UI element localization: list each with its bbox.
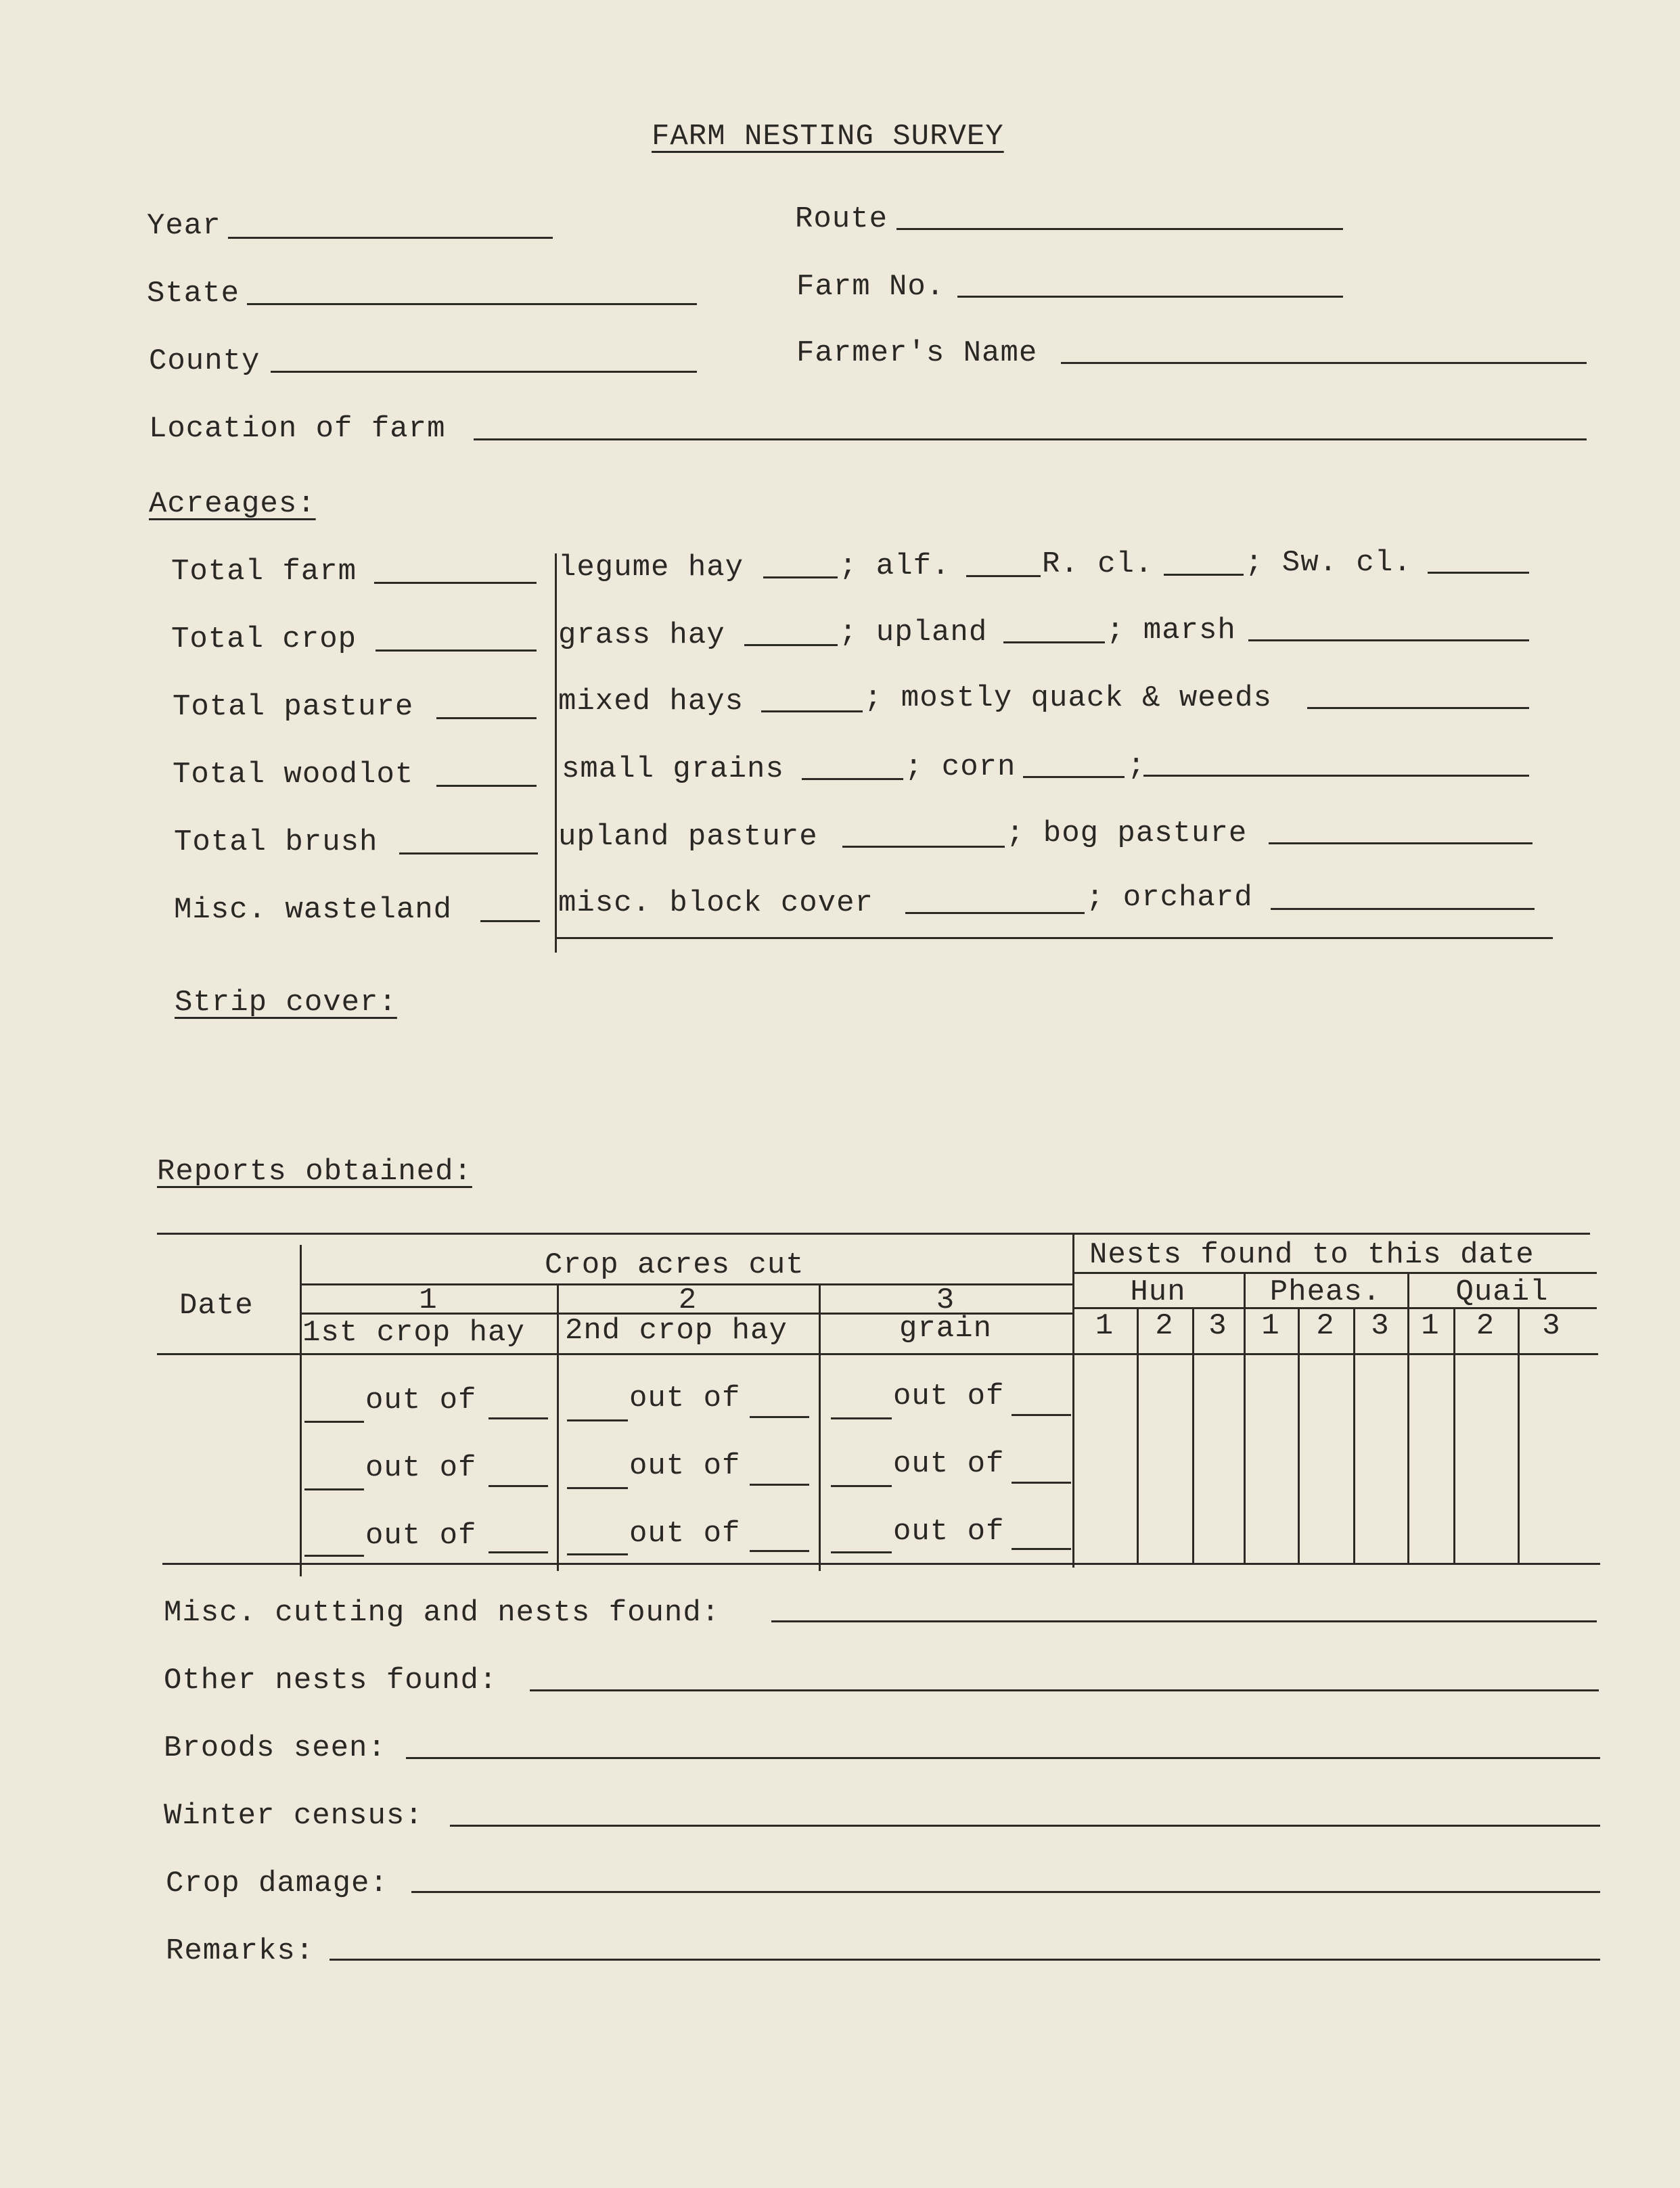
alf-label: ; alf.: [839, 549, 951, 583]
orchard-field[interactable]: [1271, 908, 1535, 910]
county-field[interactable]: [271, 371, 697, 373]
table-top-rule: [157, 1233, 1590, 1235]
farm-no-field[interactable]: [957, 296, 1343, 298]
mixed-hays-field[interactable]: [761, 710, 863, 712]
out-of-label: out of: [893, 1447, 1005, 1481]
total-farm-field[interactable]: [374, 582, 537, 584]
total-pasture-label: Total pasture: [173, 690, 414, 724]
bog-pasture-label: ; bog pasture: [1006, 817, 1248, 850]
location-label: Location of farm: [149, 412, 446, 446]
out-of-label: out of: [365, 1519, 477, 1553]
acreages-heading: Acreages:: [149, 487, 316, 521]
quack-weeds-field[interactable]: [1307, 707, 1529, 709]
total-pasture-field[interactable]: [436, 717, 537, 719]
quail-nest-3: 3: [1542, 1309, 1561, 1343]
quack-weeds-label: ; mostly quack & weeds: [864, 681, 1272, 715]
upland-pasture-label: upland pasture: [558, 820, 818, 854]
alf-field[interactable]: [966, 575, 1041, 577]
sw-cl-label: ; Sw. cl.: [1245, 546, 1412, 580]
small-grains-label: small grains: [562, 752, 784, 786]
strip-cover-heading: Strip cover:: [175, 986, 397, 1020]
r-cl-label: R. cl.: [1042, 547, 1154, 581]
out-of-label: out of: [629, 1517, 741, 1551]
crop-name-3: grain: [899, 1312, 993, 1346]
other-nests-label: Other nests found:: [164, 1664, 498, 1697]
nests-found-header: Nests found to this date: [1089, 1238, 1535, 1272]
corn-semicolon: ;: [1127, 749, 1146, 783]
total-acres-field[interactable]: [750, 1484, 809, 1486]
total-acres-field[interactable]: [1012, 1414, 1071, 1416]
broods-field[interactable]: [406, 1757, 1600, 1759]
total-acres-field[interactable]: [489, 1417, 548, 1419]
total-crop-field[interactable]: [376, 649, 537, 652]
page-title: FARM NESTING SURVEY: [652, 120, 1004, 154]
remarks-label: Remarks:: [166, 1934, 315, 1968]
crop-number-2: 2: [678, 1283, 698, 1317]
total-farm-label: Total farm: [171, 555, 357, 589]
misc-cutting-label: Misc. cutting and nests found:: [164, 1596, 721, 1630]
total-woodlot-field[interactable]: [436, 785, 537, 787]
crop-acres-cut-header: Crop acres cut: [545, 1248, 804, 1282]
quail-nest-2: 2: [1476, 1309, 1495, 1343]
farmer-name-field[interactable]: [1061, 362, 1587, 364]
table-bottom-rule: [162, 1563, 1600, 1565]
cut-acres-field[interactable]: [304, 1555, 364, 1557]
quail-nest-1: 1: [1421, 1309, 1440, 1343]
out-of-label: out of: [365, 1384, 477, 1417]
total-brush-label: Total brush: [174, 825, 378, 859]
cut-acres-field[interactable]: [567, 1487, 628, 1489]
year-label: Year: [147, 209, 221, 243]
broods-label: Broods seen:: [164, 1731, 386, 1765]
county-label: County: [149, 344, 260, 378]
winter-census-field[interactable]: [450, 1825, 1600, 1827]
small-grains-field[interactable]: [802, 778, 903, 780]
species-hun: Hun: [1130, 1275, 1186, 1309]
route-label: Route: [795, 202, 888, 236]
misc-wasteland-label: Misc. wasteland: [174, 893, 453, 927]
out-of-label: out of: [893, 1515, 1005, 1549]
r-cl-field[interactable]: [1164, 574, 1244, 576]
nest-col-divider: [1137, 1307, 1139, 1564]
reports-heading: Reports obtained:: [157, 1155, 472, 1189]
out-of-label: out of: [893, 1380, 1005, 1413]
nest-col-divider: [1192, 1307, 1194, 1564]
table-header-rule: [157, 1353, 1598, 1355]
nest-col-divider: [1453, 1307, 1455, 1564]
total-woodlot-label: Total woodlot: [173, 758, 414, 792]
total-brush-field[interactable]: [399, 852, 538, 854]
hun-nest-2: 2: [1155, 1309, 1174, 1343]
cut-acres-field[interactable]: [304, 1421, 364, 1423]
misc-block-label: misc. block cover: [558, 886, 873, 920]
pheas-nest-3: 3: [1371, 1309, 1390, 1343]
nest-col-divider: [1353, 1307, 1355, 1564]
farmer-name-label: Farmer's Name: [796, 336, 1038, 370]
marsh-label: ; marsh: [1106, 614, 1236, 647]
crop-number-3: 3: [936, 1283, 955, 1317]
mixed-hays-label: mixed hays: [558, 685, 744, 719]
species-quail: Quail: [1455, 1275, 1549, 1309]
total-crop-label: Total crop: [171, 622, 357, 656]
upland-field[interactable]: [1003, 641, 1105, 643]
nest-col-divider: [1518, 1307, 1520, 1564]
total-acres-field[interactable]: [489, 1485, 548, 1487]
species-pheas: Pheas.: [1269, 1275, 1382, 1309]
cut-acres-field[interactable]: [567, 1553, 628, 1555]
misc-wasteland-field[interactable]: [480, 920, 540, 922]
misc-cutting-field[interactable]: [771, 1620, 1597, 1622]
misc-block-field[interactable]: [905, 912, 1085, 914]
total-acres-field[interactable]: [1012, 1548, 1071, 1550]
cut-acres-field[interactable]: [831, 1551, 892, 1553]
corn-field[interactable]: [1023, 776, 1125, 778]
farm-no-label: Farm No.: [796, 270, 945, 304]
crop-damage-label: Crop damage:: [166, 1867, 388, 1900]
hun-nest-1: 1: [1095, 1309, 1114, 1343]
cut-acres-field[interactable]: [831, 1485, 892, 1487]
grass-hay-field[interactable]: [744, 644, 838, 646]
orchard-label: ; orchard: [1086, 881, 1253, 915]
route-field[interactable]: [896, 228, 1343, 230]
species-rule: [1072, 1272, 1597, 1274]
cut-acres-field[interactable]: [304, 1488, 364, 1490]
sw-cl-field[interactable]: [1428, 572, 1529, 574]
marsh-field[interactable]: [1248, 639, 1529, 641]
other-nests-field[interactable]: [530, 1689, 1599, 1691]
total-acres-field[interactable]: [750, 1416, 809, 1418]
crop-col-divider-1: [557, 1283, 559, 1571]
legume-hay-field[interactable]: [763, 576, 838, 578]
state-field[interactable]: [247, 303, 697, 305]
crop-name-2: 2nd crop hay: [565, 1314, 788, 1348]
out-of-label: out of: [365, 1451, 477, 1485]
state-label: State: [147, 277, 240, 311]
crop-number-1: 1: [419, 1283, 438, 1317]
crop-name-1: 1st crop hay: [302, 1316, 525, 1350]
total-acres-field[interactable]: [750, 1550, 809, 1552]
cut-acres-field[interactable]: [567, 1419, 628, 1421]
upland-label: ; upland: [839, 616, 988, 649]
winter-census-label: Winter census:: [164, 1799, 424, 1833]
bog-pasture-field[interactable]: [1269, 842, 1533, 844]
location-field[interactable]: [474, 438, 1587, 440]
acreages-divider: [555, 553, 557, 953]
grass-hay-label: grass hay: [558, 618, 725, 652]
total-acres-field[interactable]: [1012, 1482, 1071, 1484]
pheas-nest-1: 1: [1261, 1309, 1280, 1343]
total-acres-field[interactable]: [489, 1551, 548, 1553]
out-of-label: out of: [629, 1382, 741, 1415]
date-column-header: Date: [179, 1289, 254, 1323]
acreages-bottom-rule: [555, 937, 1553, 939]
year-field[interactable]: [228, 237, 553, 239]
nest-col-divider: [1298, 1307, 1300, 1564]
pheas-nest-2: 2: [1316, 1309, 1335, 1343]
other-crop-field[interactable]: [1143, 775, 1529, 777]
upland-pasture-field[interactable]: [842, 846, 1005, 848]
remarks-field[interactable]: [330, 1959, 1600, 1961]
out-of-label: out of: [629, 1449, 741, 1483]
corn-label: ; corn: [905, 750, 1016, 784]
crop-damage-field[interactable]: [411, 1891, 1600, 1893]
cut-acres-field[interactable]: [831, 1417, 892, 1419]
legume-hay-label: legume hay: [558, 551, 744, 585]
hun-nest-3: 3: [1208, 1309, 1227, 1343]
